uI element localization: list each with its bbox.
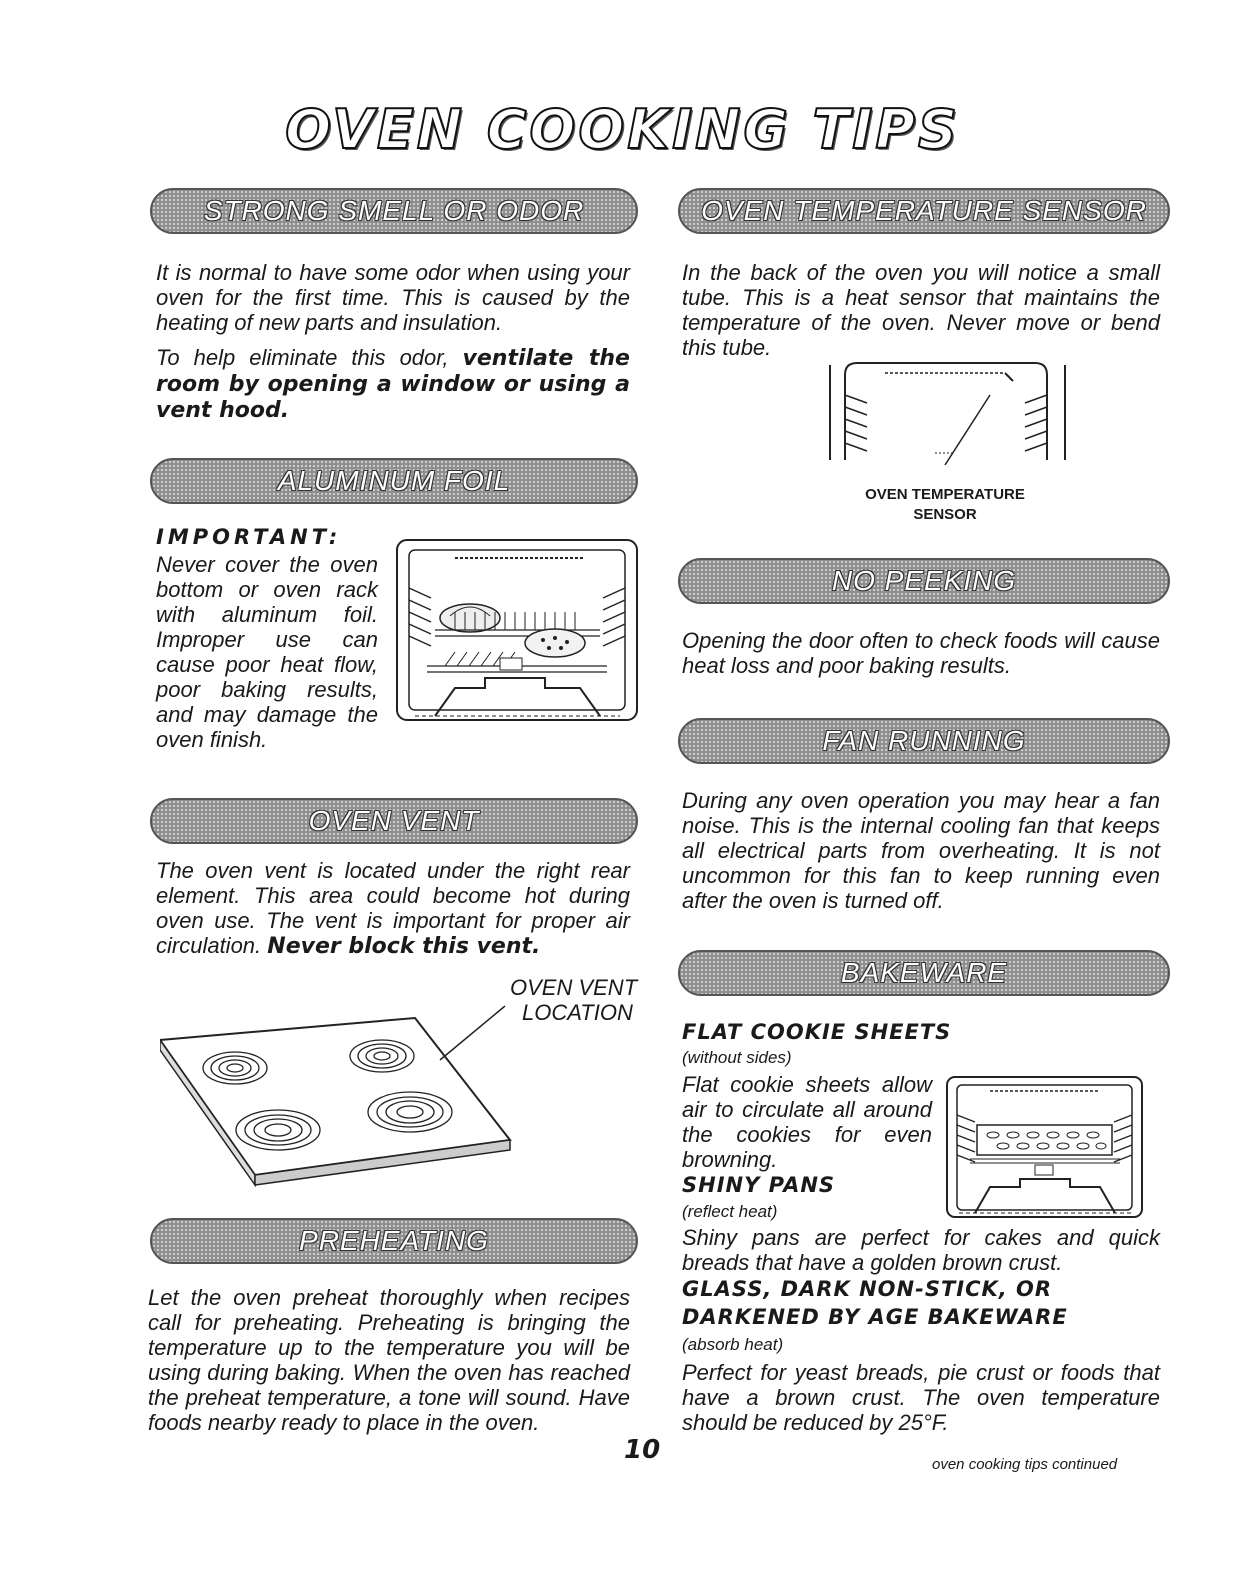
section-banner-oven-vent <box>150 798 638 844</box>
continued-note: oven cooking tips continued <box>932 1456 1118 1473</box>
glass-bakeware-sub: (absorb heat) <box>682 1335 784 1354</box>
temperature-sensor-caption-1: OVEN TEMPERATURE <box>865 486 1025 503</box>
glass-bakeware-text: Perfect for yeast breads, pie crust or foods that have a brown crust. The oven temperature should be reduced by 25°F. <box>682 1360 1160 1435</box>
temperature-sensor-text: In the back of the oven you will notice a small tube. This is a heat sensor that maintains the temperature of the oven. Never move or bend this tube. <box>682 260 1160 360</box>
oven-vent-caption-2: LOCATION <box>522 1000 633 1025</box>
preheating-text: Let the oven preheat thoroughly when recipes call for preheating. Preheating is bringing the temperature up to the temperature you will be using during baking. When the oven has reached the preheat temperature, a tone will sound. Have foods nearby ready to place in the oven. <box>148 1285 630 1435</box>
section-heading: NO PEEKING <box>831 565 1017 596</box>
oven-vent-bold: Never block this vent. <box>267 934 541 959</box>
section-heading: STRONG SMELL OR ODOR <box>203 195 585 226</box>
temperature-sensor-caption-2: SENSOR <box>913 506 977 523</box>
strong-smell-p2-text: To help eliminate this odor, <box>156 345 463 370</box>
cooktop-illustration <box>160 1000 530 1190</box>
flat-cookie-sheets-text: Flat cookie sheets allow air to circulate all around the cookies for even browning. <box>682 1072 932 1172</box>
important-label: IMPORTANT: <box>156 525 342 549</box>
no-peeking-text: Opening the door often to check foods will cause heat loss and poor baking results. <box>682 628 1160 678</box>
section-heading: OVEN TEMPERATURE SENSOR <box>701 195 1147 226</box>
section-heading: ALUMINUM FOIL <box>277 465 511 496</box>
glass-bakeware-heading-2: DARKENED BY AGE BAKEWARE <box>682 1305 1068 1329</box>
section-banner-aluminum-foil <box>150 458 638 504</box>
page-number: 10 <box>624 1435 661 1465</box>
oven-vent-caption-1: OVEN VENT <box>510 975 638 1000</box>
strong-smell-p2-bold: ventilate the room by opening a window or using a vent hood. <box>156 346 630 423</box>
section-banner-fan-running <box>678 718 1170 764</box>
page-title: OVEN COOKING TIPS <box>285 98 960 161</box>
cookie-sheet-illustration <box>945 1075 1145 1220</box>
fan-running-text: During any oven operation you may hear a fan noise. This is the internal cooling fan that keeps all electrical parts from overheating. It is not uncommon for this fan to keep running even after the oven is turned off. <box>682 788 1160 913</box>
section-banner-preheating <box>150 1218 638 1264</box>
temperature-sensor-illustration <box>825 355 1070 465</box>
section-banner-strong-smell <box>150 188 638 234</box>
aluminum-foil-text: Never cover the oven bottom or oven rack with aluminum foil. Improper use can cause poor heat flow, poor baking results, and may damage the oven finish. <box>156 552 378 752</box>
oven-rack-illustration <box>395 538 640 723</box>
oven-vent-text: The oven vent is located under the right rear element. This area could become hot during oven use. The vent is important for proper air circulation. <box>156 858 630 958</box>
shiny-pans-sub: (reflect heat) <box>682 1202 778 1221</box>
section-heading: OVEN VENT <box>308 805 480 836</box>
flat-cookie-sheets-sub: (without sides) <box>682 1048 792 1067</box>
section-banner-bakeware <box>678 950 1170 996</box>
section-banner-no-peeking <box>678 558 1170 604</box>
flat-cookie-sheets-heading: FLAT COOKIE SHEETS <box>682 1020 952 1044</box>
glass-bakeware-heading-1: GLASS, DARK NON-STICK, OR <box>682 1277 1053 1301</box>
strong-smell-paragraph-1: It is normal to have some odor when using your oven for the first time. This is caused by the heating of new parts and insulation. <box>156 260 630 335</box>
section-banner-temperature-sensor <box>678 188 1170 234</box>
section-heading: FAN RUNNING <box>822 725 1026 756</box>
oven-vent-paragraph <box>156 858 630 959</box>
strong-smell-paragraph-2 <box>156 345 630 423</box>
section-heading: PREHEATING <box>299 1225 489 1256</box>
shiny-pans-text: Shiny pans are perfect for cakes and quick breads that have a golden brown crust. <box>682 1225 1160 1275</box>
shiny-pans-heading: SHINY PANS <box>682 1173 836 1197</box>
section-heading: BAKEWARE <box>840 957 1008 988</box>
